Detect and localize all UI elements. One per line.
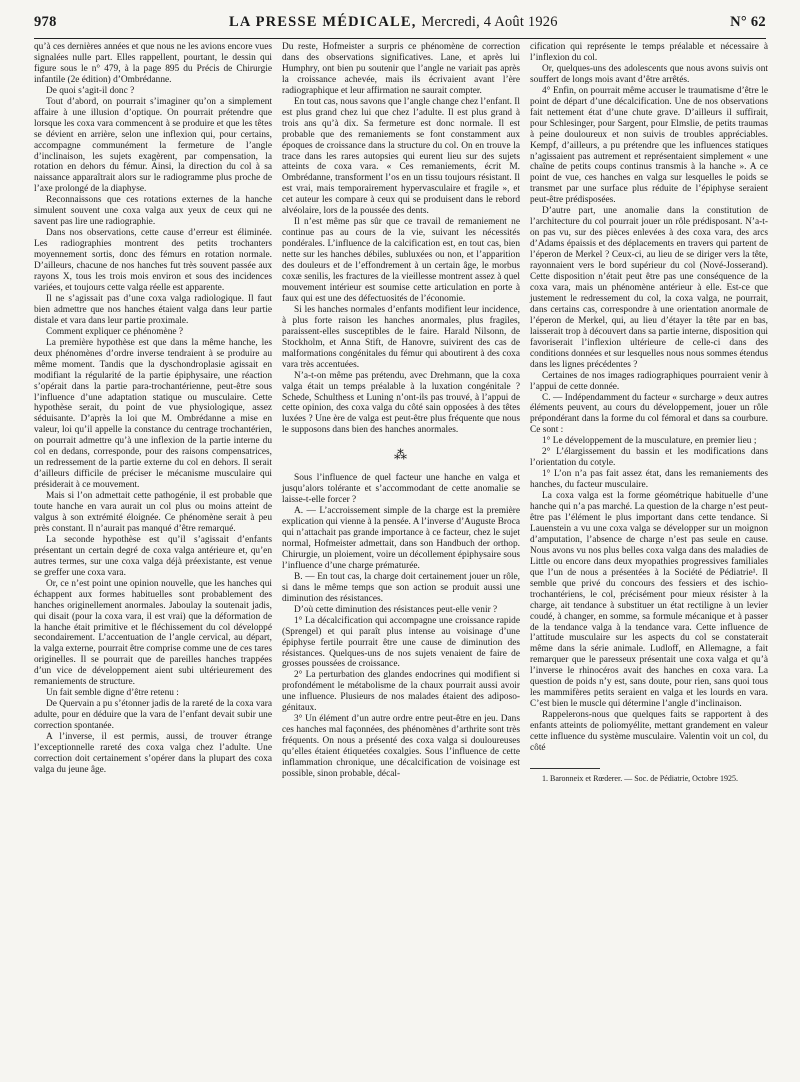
column-1 bbox=[34, 42, 272, 776]
footnote: 1. Baronneix et Rœderer. — Soc. de Pédiatrie, Octobre 1925. bbox=[542, 773, 738, 783]
journal-title bbox=[229, 14, 558, 31]
paragraph: Or, ce n’est point une opinion nouvelle, que les hanches qui échappent aux formes habituelles sont probablement des hanches originellement anormales. Jaboulay la soutenait jadis, qui disait (pour la coxa vara, il est vrai) que la déformation de la hanche était primitive et le fléchissement du col développé secondairement. L’accentuation de l’angle cervical, au départ, la valga externe, pourrait être comprise comme une de ces tares originelles. Il se pourrait que de pareilles hanches trappées d’un vice de développement aient subi ultérieurement des remaniements de structure. bbox=[34, 578, 272, 688]
paragraph: A. — L’accroissement simple de la charge est la première explication qui vienne à la pensée. A l’inverse d’Auguste Broca qui n’attachait pas grande importance à ce facteur, chez le sujet normal, Hofmeister admettait, dans son Handbuch der orthop. Chirurgie, un ploiement, voire un décollement épiphysaire sous l’influence d’une charge prématurée. bbox=[282, 506, 520, 571]
paragraph: Comment expliquer ce phénomène ? bbox=[46, 326, 183, 337]
paragraph: Dans nos observations, cette cause d’erreur est éliminée. Les radiographies montrent des petits trochanters moyennement sortis, donc des fémurs en rotation normale. D’ailleurs, chacune de nos hanches fut très souvent passée aux rayons X, tous les trois mois environ et sous des incidences variées, et toujours cette valga réelle est apparente. bbox=[34, 228, 272, 293]
paragraph: De quoi s’agit-il donc ? bbox=[46, 85, 135, 96]
paragraph: 4° Enfin, on pourrait même accuser le traumatisme d’être le point de départ d’une décalcification. Une de nos observations fait nettement état d’une chute grave. D’ailleurs il suffirait, pour Schlesinger, pour Sargent, pour Elmslie, de petits traumas à peine douloureux et non suivis de troubles appréciables. Kempf, d’ailleurs, a pu prétendre que les influences statiques n’agissaient pas autrement et représentaient simplement « une chaîne de petits coups continus transmis à la hanche ». A ce point de vue, ces hanches en valga sur lesquelles le poids se transmet par une surface plus réduite de l’épiphyse seraient peut-être prédisposées. bbox=[530, 85, 768, 206]
paragraph: Tout d’abord, on pourrait s’imaginer qu’on a simplement affaire à une illusion d’optique. On pourrait prétendre que lorsque les coxa vara commencent à se produire et que les têtes se dévient en arrière, selon une inflexion qui, pour certains, accompagne communément la fermeture de l’angle d’inclinaison, les sujets exagèrent, par compensation, la rotation en dehors du fémur. Ainsi, la direction du col à sa naissance apparaîtrait alors sur le radiogramme plus proche de l’axe prolongé de la diaphyse. bbox=[34, 96, 272, 195]
paragraph: Rappelerons-nous que quelques faits se rapportent à des enfants atteints de poliomyélite, mettant grandement en valeur cette influence du système musculaire. Valentin voit un col, du côté bbox=[530, 710, 768, 753]
paragraph: Reconnaissons que ces rotations externes de la hanche simulent souvent une coxa valga aux yeux de ceux qui ne savent pas lire une radiographie. bbox=[34, 195, 272, 228]
paragraph: Si les hanches normales d’enfants modifient leur incidence, à plus forte raison les hanches anormales, plus fragiles, paraissent-elles susceptibles de le faire. Harald Nilsonn, de Stockholm, et Anna Stift, de Hanovre, suivirent des cas de malformations congénitales du fémur qui aboutirent à des coxa vara très accentuées. bbox=[282, 304, 520, 370]
paragraph: Certaines de nos images radiographiques pourraient venir à l’appui de cette donnée. bbox=[530, 370, 768, 392]
paragraph: qu’à ces dernières années et que nous ne les avions encore vues signalées nulle part. Elles rappellent, pourtant, le dessin qui figure sous le n° 479, à la page 895 du Précis de Chirurgie infantile (2e édition) d’Ombrédanne. bbox=[34, 42, 272, 85]
journal-name: LA PRESSE MÉDICALE, bbox=[229, 14, 417, 30]
paragraph: 2° La perturbation des glandes endocrines qui modifient si profondément le métabolisme de la chaux pourrait aussi avoir une influence. Plusieurs de nos malades étaient des adiposo-génitaux. bbox=[282, 670, 520, 714]
paragraph: Du reste, Hofmeister a surpris ce phénomène de correction dans des observations significatives. Lane, et après lui Humphry, ont bien pu soutenir que l’angle ne variait pas après la croissance achevée, mais ils écrivaient avant l’ère radiographique et leur affirmation ne saurait compter. bbox=[282, 42, 520, 96]
paragraph: Sous l’influence de quel facteur une hanche en valga et jusqu’alors tolérante et s’accommodant de cette anomalie se laisse-t-elle forcer ? bbox=[282, 473, 520, 506]
paragraph: Il ne s’agissait pas d’une coxa valga radiologique. Il faut bien admettre que nos hanches étaient valga dans leur partie distale et vara dans leur partie proximale. bbox=[34, 293, 272, 326]
paragraph: Il n’est même pas sûr que ce travail de remaniement ne continue pas au cours de la vie, suivant les nécessités pondérales. L’influence de la calcification est, en tout cas, bien nette sur les hanches débiles, subluxées ou non, et l’apparition des douleurs et de l’effondrement à un certain âge, le morbus coxæ senilis, les fractures de la vieillesse montrent assez à quel mouvement intérieur est soumise cette articulation en porte à faux qui est une des défectuosités de l’économie. bbox=[282, 217, 520, 304]
paragraph: cification qui représente le temps préalable et nécessaire à l’inflexion du col. bbox=[530, 42, 768, 63]
paragraph: La première hypothèse est que dans la même hanche, les deux phénomènes d’ordre inverse tendraient à se produire au même moment. Tandis que la dyschondroplasie agissait en modifiant la régularité de la partie épiphysaire, une réaction s’opérait dans la partie para-trochantérienne, peut-être sous l’influence d’une adaptation statique ou musculaire. Cette hypothèse serait, du point de vue physiologique, assez séduisante. D’après la loi que M. Ombrédanne a mise en valeur, loi qu’il appelle la constance du centrage trochantérien, on pourrait admettre qu’à une inflexion de la partie interne du col en dedans, corresponde, pour des raisons compensatrices, un redressement de la partie externe du col en dehors. Il serait d’ailleurs difficile de préciser le mécanisme musculaire qui présiderait à ce mouvement. bbox=[34, 337, 272, 491]
header-rule bbox=[34, 38, 766, 39]
paragraph: Or, quelques-uns des adolescents que nous avons suivis ont souffert de longs mois avant d’être arrêtés. bbox=[530, 63, 768, 85]
paragraph: B. — En tout cas, la charge doit certainement jouer un rôle, si dans le même temps que son action se produit aussi une diminution des résistances. bbox=[282, 571, 520, 604]
paragraph: 3° Un élément d’un autre ordre entre peut-être en jeu. Dans ces hanches mal façonnées, des phénomènes d’arthrite sont très fréquents. On nous a présenté des coxa valga si douloureuses qu’elles étaient étiquetées coxalgies. Sous l’influence de cette inflammation chronique, une décalcification de voisinage est possible, sinon probable, décal- bbox=[282, 714, 520, 779]
paragraph: La coxa valga est la forme géométrique habituelle d’une hanche qui n’a pas marché. La question de la charge n’est peut-être pas l’élément le plus important dans cette tendance. Si Lauenstein a vu une coxa valga se développer sur un moignon d’amputation, l’absence de charge n’est pas seule en cause. Nous avons vu nos plus belles coxa valga dans des maladies de Little ou encore dans deux myopathies progressives familiales que l’un de nous a présentées à la Société de Pédiatrie¹. Il semble que privé du concours des fessiers et des ischio-trochantériens, le col, précisément pour mieux résister à la charge, ait tendance à substituer un état rectiligne à un levier coudé, à changer, en somme, sa formule mécanique et à passer de la tendance valga à la tendance vara. Cette influence de l’attitude musculaire sur les aspects du col se constaterait même dans la série animale. Ludloff, en Allemagne, a fait remarquer que le paresseux présentait une coxa valga et qu’à l’inverse le rhinocéros avait des hanches en coxa vara. La question de poids n’y est, sans doute, pour rien, sans quoi tous les mammifères petits seraient en valga et les lourds en vara. C’est bien le muscle qui détermine l’angle d’inclinaison. bbox=[530, 491, 768, 710]
paragraph: A l’inverse, il est permis, aussi, de trouver étrange l’exceptionnelle rareté des coxa valga chez l’adulte. Une correction doit certainement s’opérer dans la plupart des coxa valga du jeune âge. bbox=[34, 732, 272, 775]
section-separator: ⁂ bbox=[394, 447, 408, 463]
paragraph: C. — Indépendamment du facteur « surcharge » deux autres éléments peuvent, au cours du développement, jouer un rôle prépondérant dans la forme du col fémoral et dans sa courbure. Ce sont : bbox=[530, 392, 768, 436]
paragraph: En tout cas, nous savons que l’angle change chez l’enfant. Il est plus grand chez lui que chez l’adulte. Il est plus grand à trois ans qu’à dix. Sa fermeture est donc normale. Il est probable que des remaniements se font constamment aux époques de croissance dans la structure du col. On en trouve la trace dans les rares autopsies qui eurent lieu sur des sujets atteints de coxa vara. « Ces remaniements, écrit M. Ombrédanne, transforment l’os en un tissu toujours résistant. Il est vrai, mais temporairement hypervasculaire et fragile », et cet auteur les compare à ceux qui se produisent dans le rebord alvéolaire, lors de la poussée des dents. bbox=[282, 96, 520, 217]
paragraph: N’a-t-on même pas prétendu, avec Drehmann, que la coxa valga était un temps préalable à la luxation congénitale ? Schede, Schulthess et Luning n’ont-ils pas trouvé, à l’appui de cette opinion, des coxa valga du côté sain opposées à des têtes luxées ? Une ère de valga est peut-être plus fréquente que nous le supposons dans bien des hanches anormales. bbox=[282, 370, 520, 436]
column-3 bbox=[530, 42, 768, 784]
issue-number: N° 62 bbox=[730, 14, 766, 30]
paragraph: Un fait semble digne d’être retenu : bbox=[46, 688, 179, 699]
paragraph: 1° Le développement de la musculature, en premier lieu ; bbox=[542, 436, 757, 447]
running-header bbox=[34, 14, 766, 36]
column-2 bbox=[282, 42, 520, 780]
issue-date: Mercredi, 4 Août 1926 bbox=[421, 14, 558, 30]
paragraph: D’autre part, une anomalie dans la constitution de l’architecture du col pourrait jouer un rôle prédisposant. N’a-t-on pas vu, sur des pièces enlevées à des coxa vara, des arcs d’Adams épaissis et des déplacements en travers qui partent de l’éperon de Merkel ? Ceux-ci, au lieu de se diriger vers la tête, rayonnaient vers le bord supérieur du col (Nové-Josserand). Cette disposition n’était peut être pas une conséquence de la coxa vara, mais un phénomène antérieur à elle. Est-ce que justement le redressement du col, la coxa valga, ne pourrait, dans certains cas, correspondre à une orientation anormale de l’éperon de Merkel, qui, au lieu d’étayer la tête par en bas, laisserait trop à découvert dans sa partie interne, disposition qui favoriserait l’inflexion ultérieure de celle-ci dans des conditions données et sur lesquelles nous nous sommes étendus dans les lignes précédentes ? bbox=[530, 206, 768, 370]
page-number: 978 bbox=[34, 14, 57, 30]
paragraph: D’où cette diminution des résistances peut-elle venir ? bbox=[294, 604, 498, 615]
paragraph: 2° L’élargissement du bassin et les modifications dans l’orientation du cotyle. bbox=[530, 447, 768, 469]
paragraph: 1° L’on n’a pas fait assez état, dans les remaniements des hanches, du facteur musculaire. bbox=[530, 469, 768, 491]
paragraph: 1° La décalcification qui accompagne une croissance rapide (Sprengel) et qui paraît plus intense au voisinage d’une épiphyse fertile pourrait être une cause de diminution des résistances. Quelques-uns de nos sujets venaient de faire de grosses poussées de croissance. bbox=[282, 615, 520, 670]
footnote-rule bbox=[530, 768, 600, 769]
paragraph: De Quervain a pu s’étonner jadis de la rareté de la coxa vara adulte, pour en déduire que la vara de l’enfant devait subir une correction spontanée. bbox=[34, 699, 272, 732]
paragraph: La seconde hypothèse est qu’il s’agissait d’enfants présentant un certain degré de coxa valga antérieure et, qu’en autres termes, sur une coxa valga déjà préexistante, est venue se greffer une coxa vara. bbox=[34, 534, 272, 578]
paragraph: Mais si l’on admettait cette pathogénie, il est probable que toute hanche en vara aurait un col plus ou moins atteint de valgus à son extrémité éloignée. Ce phénomène serait à peu près constant. Il n’aurait pas manqué d’être remarqué. bbox=[34, 491, 272, 534]
